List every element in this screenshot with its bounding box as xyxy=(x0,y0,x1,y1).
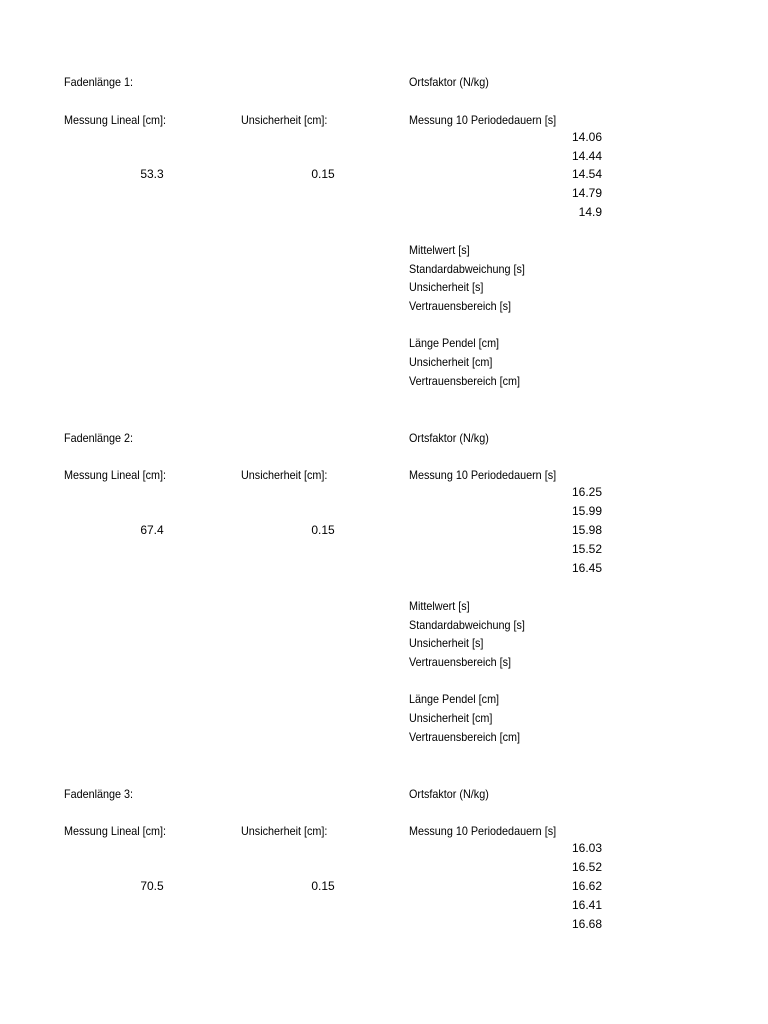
period-value: 14.54 xyxy=(571,167,602,181)
messung-lineal-label: Messung Lineal [cm]: xyxy=(64,113,167,127)
period-value: 14.79 xyxy=(571,186,602,200)
period-value: 16.45 xyxy=(571,561,602,575)
period-value: 16.52 xyxy=(571,860,602,874)
period-value: 14.9 xyxy=(578,205,602,219)
unsicherheit-header: Unsicherheit [cm]: xyxy=(241,824,328,838)
period-value: 16.41 xyxy=(571,898,602,912)
period-value: 14.06 xyxy=(571,130,602,144)
section-title: Fadenlänge 3: xyxy=(64,787,134,801)
messung-lineal-label: Messung Lineal [cm]: xyxy=(64,468,167,482)
mittelwert-label: Mittelwert [s] xyxy=(409,599,470,613)
mittelwert-label: Mittelwert [s] xyxy=(409,243,470,257)
ortsfaktor-label: Ortsfaktor (N/kg) xyxy=(409,75,489,89)
vertrauensbereich-cm-label: Vertrauensbereich [cm] xyxy=(409,730,521,744)
period-value: 16.25 xyxy=(571,485,602,499)
unsicherheit-header: Unsicherheit [cm]: xyxy=(241,468,328,482)
unsicherheit-cm-label: Unsicherheit [cm] xyxy=(409,711,493,725)
uncertainty-value: 0.15 xyxy=(311,167,335,181)
vertrauensbereich-cm-label: Vertrauensbereich [cm] xyxy=(409,374,521,388)
messung-perioden-label: Messung 10 Periodedauern [s] xyxy=(409,824,557,838)
ortsfaktor-label: Ortsfaktor (N/kg) xyxy=(409,431,489,445)
period-value: 16.62 xyxy=(571,879,602,893)
unsicherheit-s-label: Unsicherheit [s] xyxy=(409,636,484,650)
laenge-pendel-label: Länge Pendel [cm] xyxy=(409,336,500,350)
length-value: 67.4 xyxy=(140,523,164,537)
standardabweichung-label: Standardabweichung [s] xyxy=(409,262,525,276)
ortsfaktor-label: Ortsfaktor (N/kg) xyxy=(409,787,489,801)
messung-lineal-label: Messung Lineal [cm]: xyxy=(64,824,167,838)
unsicherheit-cm-label: Unsicherheit [cm] xyxy=(409,355,493,369)
uncertainty-value: 0.15 xyxy=(311,523,335,537)
vertrauensbereich-s-label: Vertrauensbereich [s] xyxy=(409,299,512,313)
laenge-pendel-label: Länge Pendel [cm] xyxy=(409,692,500,706)
section-title: Fadenlänge 2: xyxy=(64,431,134,445)
period-value: 15.52 xyxy=(571,542,602,556)
section-title: Fadenlänge 1: xyxy=(64,75,134,89)
standardabweichung-label: Standardabweichung [s] xyxy=(409,618,525,632)
unsicherheit-s-label: Unsicherheit [s] xyxy=(409,280,484,294)
length-value: 53.3 xyxy=(140,167,164,181)
period-value: 15.98 xyxy=(571,523,602,537)
messung-perioden-label: Messung 10 Periodedauern [s] xyxy=(409,468,557,482)
uncertainty-value: 0.15 xyxy=(311,879,335,893)
period-value: 14.44 xyxy=(571,149,602,163)
messung-perioden-label: Messung 10 Periodedauern [s] xyxy=(409,113,557,127)
period-value: 16.03 xyxy=(571,841,602,855)
vertrauensbereich-s-label: Vertrauensbereich [s] xyxy=(409,655,512,669)
length-value: 70.5 xyxy=(140,879,164,893)
unsicherheit-header: Unsicherheit [cm]: xyxy=(241,113,328,127)
period-value: 16.68 xyxy=(571,917,602,931)
period-value: 15.99 xyxy=(571,504,602,518)
